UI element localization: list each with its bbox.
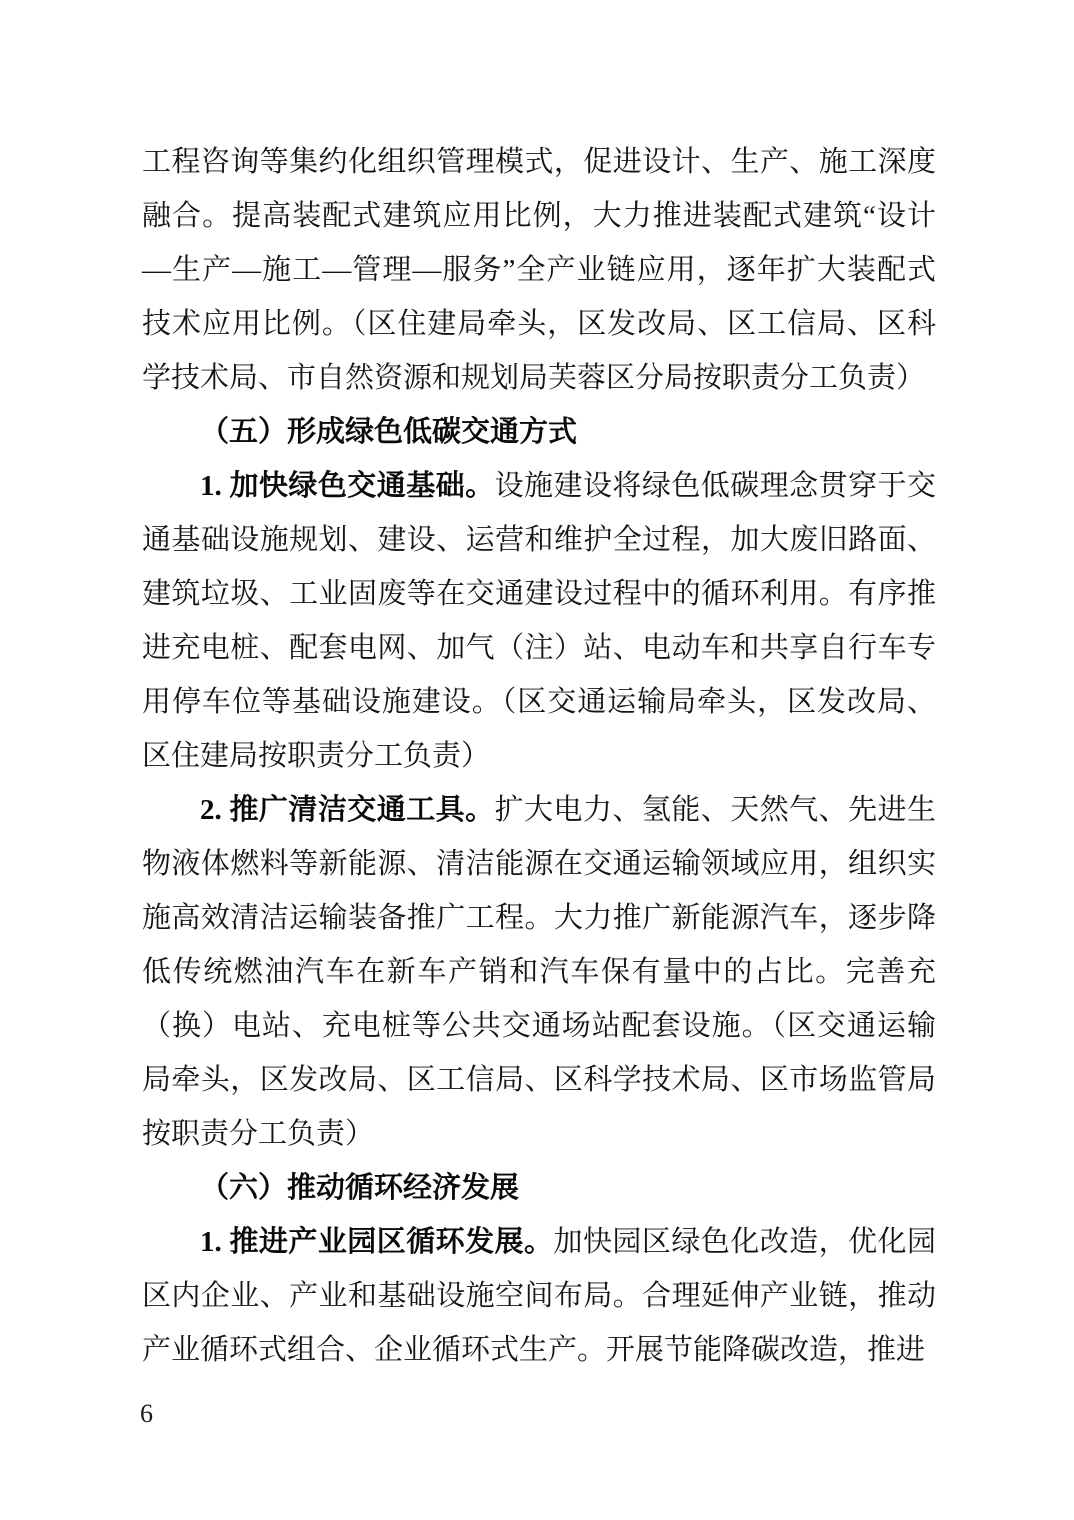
paragraph-text: 扩大电力、氢能、天然气、先进生物液体燃料等新能源、清洁能源在交通运输领域应用，组织实施高效清洁运输装备推广工程。大力推广新能源汽车，逐步降低传统燃油汽车在新车产销和汽车保有量中的占比。完善充（换）电站、充电桩等公共交通场站配套设施。（区交通运输局牵头，区发改局、区工信局、区科学技术局、区市场监管局按职责分工负责） (142, 794, 936, 1150)
section-heading-5: （五）形成绿色低碳交通方式 (200, 416, 578, 448)
section-heading-6: （六）推动循环经济发展 (200, 1172, 520, 1204)
paragraph-text: 加快园区绿色化改造，优化园区内企业、产业和基础设施空间布局。合理延伸产业链，推动产业循环式组合、企业循环式生产。开展节能降碳改造，推进 (142, 1226, 936, 1366)
paragraph-green-transport-infrastructure (142, 459, 936, 783)
document-text-area (142, 135, 936, 1377)
paragraph-bold-lead: 1. 加快绿色交通基础。 (200, 470, 495, 502)
paragraph-clean-transport-vehicles (142, 783, 936, 1161)
paragraph-industrial-park-circular (142, 1215, 936, 1377)
paragraph-text: 设施建设将绿色低碳理念贯穿于交通基础设施规划、建设、运营和维护全过程，加大废旧路面、建筑垃圾、工业固废等在交通建设过程中的循环利用。有序推进充电桩、配套电网、加气（注）站、电动车和共享自行车专用停车位等基础设施建设。（区交通运输局牵头，区发改局、区住建局按职责分工负责） (142, 470, 936, 772)
page-number: 6 (140, 1399, 153, 1428)
paragraph-text: 工程咨询等集约化组织管理模式，促进设计、生产、施工深度融合。提高装配式建筑应用比例，大力推进装配式建筑“设计—生产—施工—管理—服务”全产业链应用，逐年扩大装配式技术应用比例。（区住建局牵头，区发改局、区工信局、区科学技术局、市自然资源和规划局芙蓉区分局按职责分工负责） (142, 146, 936, 394)
paragraph-bold-lead: 1. 推进产业园区循环发展。 (200, 1226, 554, 1258)
paragraph-continuation (142, 135, 936, 405)
paragraph-bold-lead: 2. 推广清洁交通工具。 (200, 794, 495, 826)
